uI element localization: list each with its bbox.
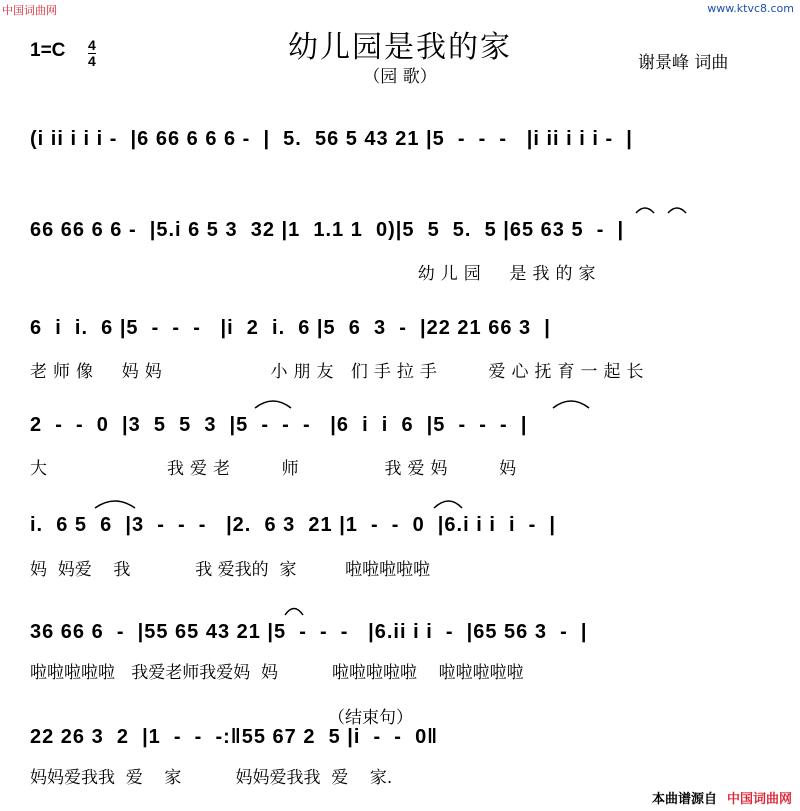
lyric-line: 啦啦啦啦啦 我爱老师我爱妈 妈 啦啦啦啦啦 啦啦啦啦啦 — [30, 663, 524, 683]
slur-arc — [636, 208, 654, 213]
notation-line: 6 i i. 6 |5 - - - |i 2 i. 6 |5 6 3 - |22 21 66 3 | — [30, 317, 551, 339]
slur-arc — [95, 501, 135, 508]
footer-source-text: 本曲谱源自 — [651, 792, 717, 807]
notation-line: 22 26 3 2 |1 - - -:‖55 67 2 5 |i - - 0‖ — [30, 726, 439, 748]
composer-credit: 谢景峰 词曲 — [638, 53, 729, 73]
ending-phrase-label: （结束句） — [328, 708, 413, 728]
site-watermark-left: 中国词曲网 — [2, 4, 57, 17]
song-title: 幼儿园是我的家 — [288, 30, 512, 65]
notation-line: (i ii i i i - |6 66 6 6 6 - | 5. 56 5 43 21 |5 - - - |i ii i i i - | — [30, 128, 633, 150]
song-subtitle: （园 歌） — [363, 67, 437, 87]
time-signature-top: 4 — [88, 37, 96, 53]
lyric-line: 妈妈爱我我 爱 家 妈妈爱我我 爱 家. — [30, 768, 393, 788]
slur-arc — [434, 501, 462, 508]
lyric-line: 大 我爱老 师 我爱妈 妈 — [30, 459, 523, 479]
notation-line: i. 6 5 6 |3 - - - |2. 6 3 21 |1 - - 0 |6.i i i i - | — [30, 514, 557, 536]
slur-arc — [285, 609, 303, 616]
notation-line: 36 66 6 - |55 65 43 21 |5 - - - |6.ii i i - |65 56 3 - | — [30, 621, 588, 643]
site-watermark-right: www.ktvc8.com — [707, 2, 794, 15]
notation-line: 2 - - 0 |3 5 5 3 |5 - - - |6 i i 6 |5 - - - | — [30, 414, 528, 436]
lyric-line: 老师像 妈妈 小朋友 们手拉手 爱心抚育一起长 — [30, 362, 650, 382]
source-footer — [652, 788, 792, 807]
lyric-line: 妈 妈爱 我 我 爱我的 家 啦啦啦啦啦 — [30, 560, 431, 580]
slur-arc — [553, 401, 589, 408]
time-signature-bottom: 4 — [88, 53, 96, 69]
footer-site-name: 中国词曲网 — [726, 792, 792, 807]
lyric-line: 幼儿园 是我的家 — [30, 264, 602, 284]
slur-arc — [255, 401, 291, 408]
notation-line: 66 66 6 6 - |5.i 6 5 3 32 |1 1.1 1 0)|5 5 5. 5 |65 63 5 - | — [30, 219, 625, 241]
key-signature: 1=C — [30, 40, 66, 61]
slur-arc — [668, 208, 686, 213]
